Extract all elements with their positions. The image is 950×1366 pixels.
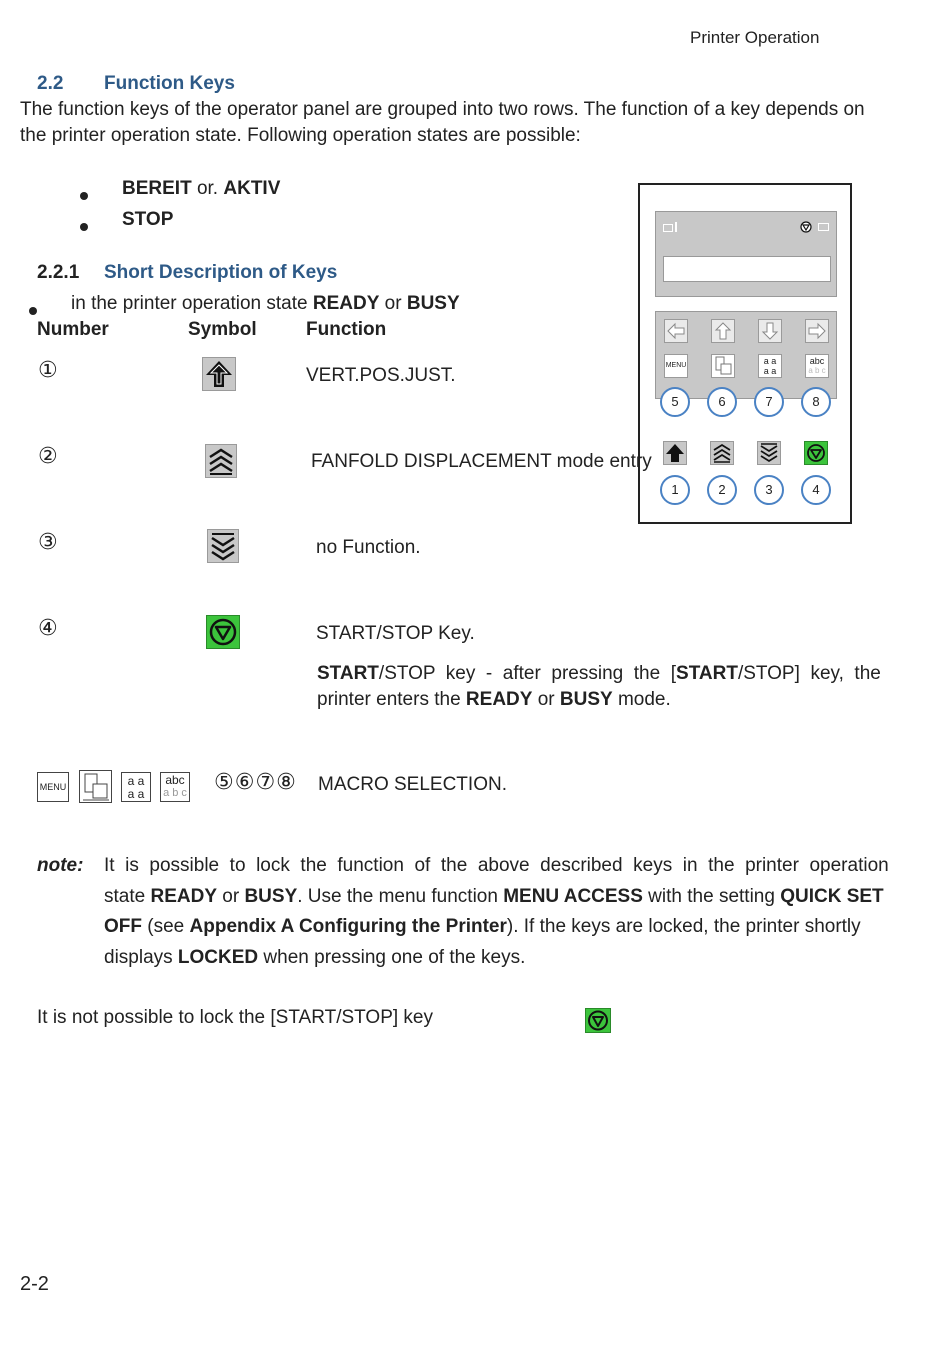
lock-note: It is not possible to lock the [START/STOP] key <box>37 1007 433 1028</box>
state-aktiv: AKTIV <box>223 178 281 199</box>
key-number-1: 1 <box>660 475 690 505</box>
pitch-key-icon: abc a b c <box>160 772 190 802</box>
state-bereit-aktiv <box>122 178 280 200</box>
intro-line-1: The function keys of the operator panel are grouped into two rows. The function of a key depends on <box>20 99 865 120</box>
state-bereit: BEREIT <box>122 178 192 199</box>
start-stop-icon <box>804 441 828 465</box>
font-key-icon: a a a a <box>121 772 151 802</box>
panel-keys-upper <box>655 311 837 399</box>
row-function: VERT.POS.JUST. <box>306 365 456 386</box>
section-title: Function Keys <box>104 73 235 94</box>
col-symbol-header: Symbol <box>188 319 257 340</box>
page-copy-key-icon <box>79 770 112 803</box>
key-number-4: 4 <box>801 475 831 505</box>
font-key-icon: a a a a <box>758 354 782 378</box>
lcd-display <box>663 256 831 282</box>
bullet-icon <box>29 299 37 321</box>
arrow-down-outline-icon <box>758 319 782 343</box>
row-number: ② <box>38 444 58 469</box>
col-number-header: Number <box>37 319 109 340</box>
state-stop: STOP <box>122 209 174 230</box>
arrow-right-icon <box>805 319 829 343</box>
note-label: note: <box>37 855 84 876</box>
led-icon <box>818 223 829 231</box>
pitch-key-icon: abc a b c <box>805 354 829 378</box>
start-stop-icon <box>206 615 240 649</box>
row-function: FANFOLD DISPLACEMENT mode entry <box>311 451 652 472</box>
bullet-icon <box>80 184 88 206</box>
led-icon <box>663 224 673 232</box>
section-number: 2.2 <box>37 73 64 94</box>
state-sep: or. <box>191 178 224 199</box>
key-number-3: 3 <box>754 475 784 505</box>
fanfold-down-icon <box>207 529 239 563</box>
startstop-desc-line-2: printer enters the READY or BUSY mode. <box>317 689 671 710</box>
key-number-7: 7 <box>754 387 784 417</box>
row-number: ④ <box>38 616 58 641</box>
row-function: START/STOP Key. <box>316 623 475 644</box>
fanfold-up-icon <box>205 444 237 478</box>
note-line-1: It is possible to lock the function of the above described keys in the printer operation <box>104 855 889 876</box>
row-number: ① <box>38 358 58 383</box>
led-icon <box>675 222 677 232</box>
subsection-number: 2.2.1 <box>37 262 80 283</box>
menu-key-icon: MENU <box>664 354 688 378</box>
start-stop-icon <box>800 221 812 233</box>
row-number: ③ <box>38 530 58 555</box>
note-line-4: displays LOCKED when pressing one of the keys. <box>104 947 526 968</box>
panel-display <box>655 211 837 297</box>
arrow-left-icon <box>664 319 688 343</box>
note-line-2: state READY or BUSY. Use the menu function MENU ACCESS with the setting QUICK SET <box>104 886 884 907</box>
page-number: 2-2 <box>20 1273 49 1295</box>
startstop-desc-line-1: START/STOP key - after pressing the [START/STOP] key, the <box>317 663 881 684</box>
col-function-header: Function <box>306 319 387 340</box>
subsection-title: Short Description of Keys <box>104 262 338 283</box>
page-copy-key-icon <box>711 354 735 378</box>
state-note: in the printer operation state READY or BUSY <box>71 293 460 314</box>
note-line-3: OFF (see Appendix A Configuring the Printer). If the keys are locked, the printer shortly <box>104 916 861 937</box>
arrow-up-outline-icon <box>711 319 735 343</box>
key-number-6: 6 <box>707 387 737 417</box>
start-stop-icon <box>585 1008 611 1033</box>
bullet-icon <box>80 215 88 237</box>
intro-line-2: the printer operation state. Following operation states are possible: <box>20 125 581 146</box>
arrow-up-icon <box>202 357 236 391</box>
macro-numbers: ⑤⑥⑦⑧ <box>214 770 297 795</box>
row-function: no Function. <box>316 537 421 558</box>
fanfold-up-icon <box>710 441 734 465</box>
key-number-8: 8 <box>801 387 831 417</box>
fanfold-down-icon <box>757 441 781 465</box>
menu-key-icon: MENU <box>37 772 69 802</box>
running-header: Printer Operation <box>690 28 820 47</box>
key-number-5: 5 <box>660 387 690 417</box>
arrow-up-icon <box>663 441 687 465</box>
key-number-2: 2 <box>707 475 737 505</box>
operator-panel-figure <box>638 183 852 524</box>
macro-label: MACRO SELECTION. <box>318 774 507 795</box>
